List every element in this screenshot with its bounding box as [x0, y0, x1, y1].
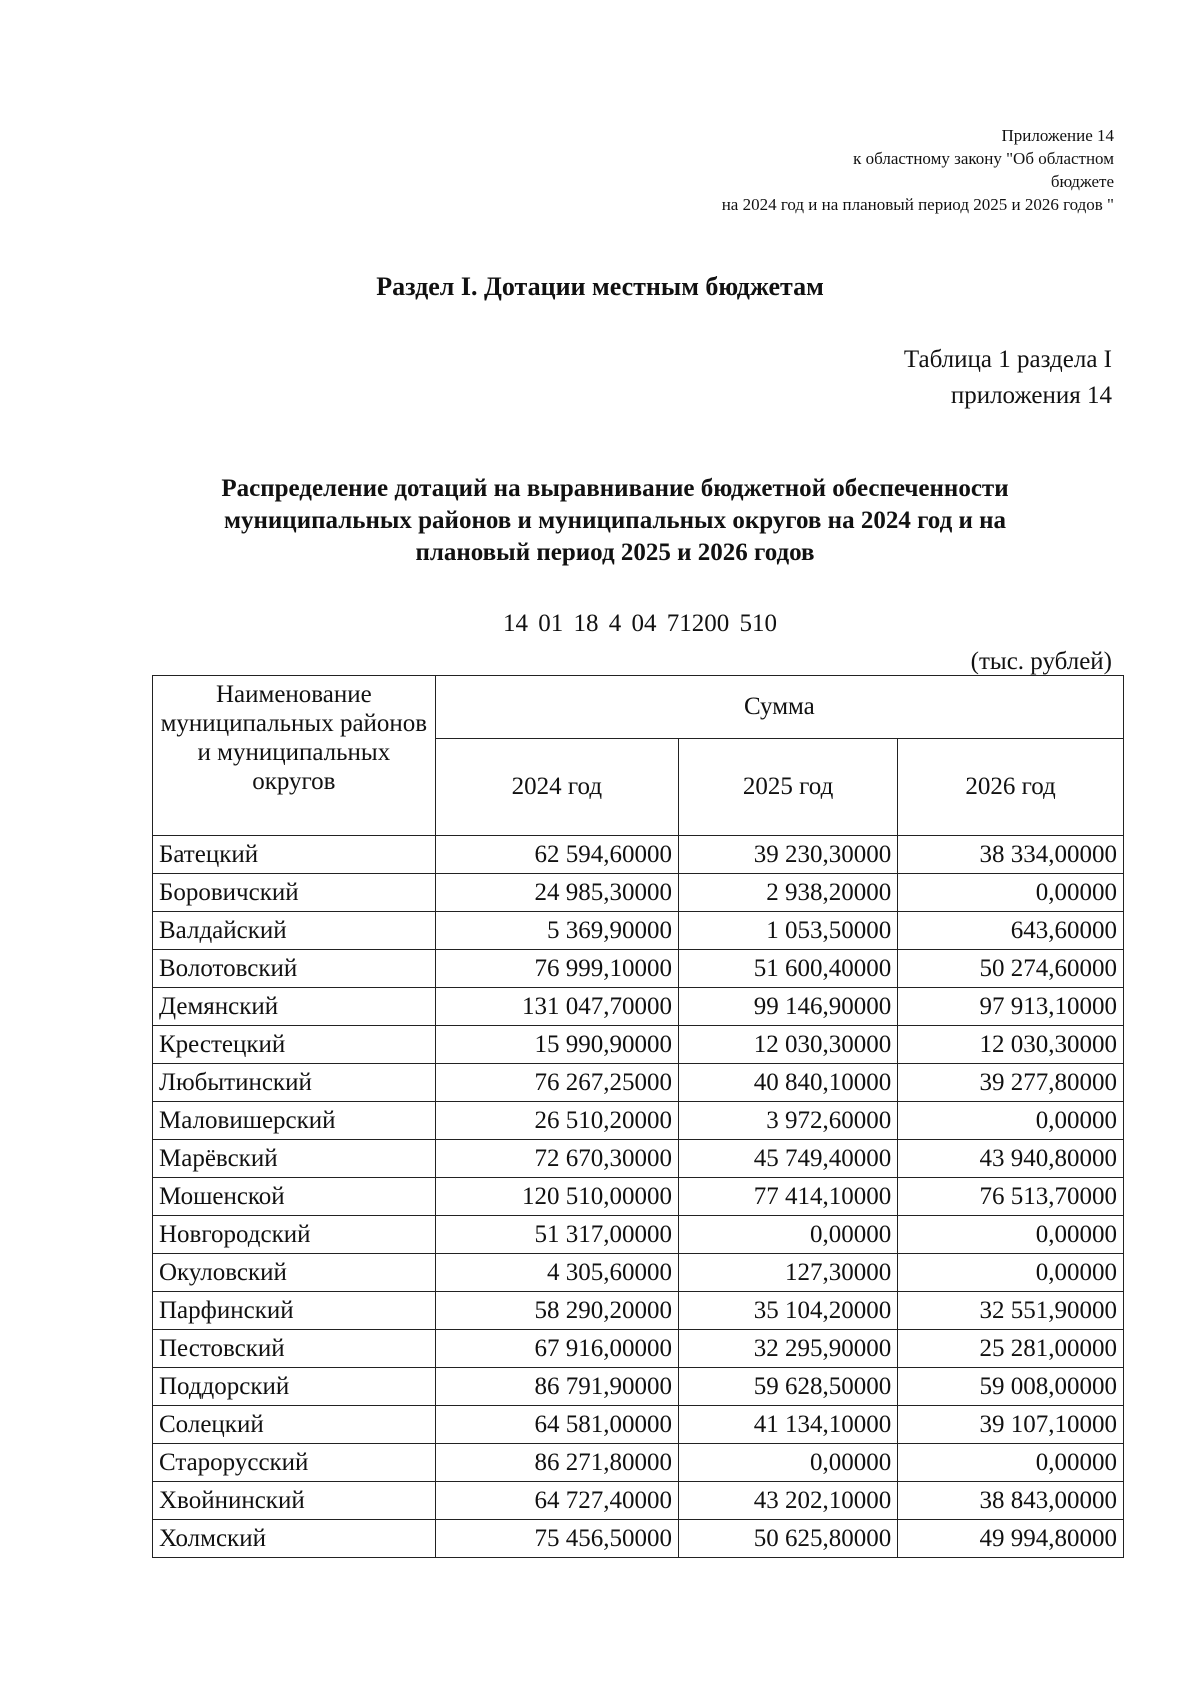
- document-title-line: Распределение дотаций на выравнивание бюджетной обеспеченности: [221, 475, 1009, 502]
- value-2024-cell: 67 916,00000: [435, 1330, 678, 1368]
- value-2026-cell: 38 334,00000: [898, 836, 1124, 874]
- document-title: [150, 473, 1080, 569]
- value-2024-cell: 76 999,10000: [435, 950, 678, 988]
- value-2025-cell: 99 146,90000: [679, 988, 898, 1026]
- value-2024-cell: 26 510,20000: [435, 1102, 678, 1140]
- table-row: [153, 1254, 1124, 1292]
- value-2024-cell: 64 727,40000: [435, 1482, 678, 1520]
- table-row: [153, 1064, 1124, 1102]
- municipality-name-cell: Мошенской: [153, 1178, 436, 1216]
- value-2024-cell: 75 456,50000: [435, 1520, 678, 1558]
- value-2026-cell: 643,60000: [898, 912, 1124, 950]
- municipality-name-cell: Новгородский: [153, 1216, 436, 1254]
- municipality-name-cell: Марёвский: [153, 1140, 436, 1178]
- value-2024-cell: 131 047,70000: [435, 988, 678, 1026]
- value-2025-cell: 50 625,80000: [679, 1520, 898, 1558]
- table-reference-line: приложения 14: [950, 382, 1112, 409]
- value-2025-cell: 127,30000: [679, 1254, 898, 1292]
- value-2025-cell: 0,00000: [679, 1216, 898, 1254]
- value-2026-cell: 12 030,30000: [898, 1026, 1124, 1064]
- table-row: [153, 1482, 1124, 1520]
- municipality-name-cell: Поддорский: [153, 1368, 436, 1406]
- municipality-name-cell: Демянский: [153, 988, 436, 1026]
- value-2026-cell: 50 274,60000: [898, 950, 1124, 988]
- table-row: [153, 988, 1124, 1026]
- appendix-header: [594, 124, 1114, 216]
- value-2024-cell: 62 594,60000: [435, 836, 678, 874]
- municipality-name-cell: Маловишерский: [153, 1102, 436, 1140]
- value-2026-cell: 43 940,80000: [898, 1140, 1124, 1178]
- appendix-line: Приложение 14: [1001, 126, 1114, 145]
- municipality-name-cell: Батецкий: [153, 836, 436, 874]
- table-body: [153, 836, 1124, 1558]
- appendix-line: на 2024 год и на плановый период 2025 и 2026 годов ": [721, 195, 1114, 214]
- value-2025-cell: 77 414,10000: [679, 1178, 898, 1216]
- value-2026-cell: 39 277,80000: [898, 1064, 1124, 1102]
- value-2025-cell: 0,00000: [679, 1444, 898, 1482]
- value-2024-cell: 72 670,30000: [435, 1140, 678, 1178]
- value-2026-cell: 49 994,80000: [898, 1520, 1124, 1558]
- table-row: [153, 1216, 1124, 1254]
- appendix-line: бюджете: [1050, 172, 1114, 191]
- value-2024-cell: 76 267,25000: [435, 1064, 678, 1102]
- document-title-line: муниципальных районов и муниципальных округов на 2024 год и на: [223, 507, 1007, 534]
- table-row: [153, 1026, 1124, 1064]
- value-2024-cell: 15 990,90000: [435, 1026, 678, 1064]
- table-row: [153, 1520, 1124, 1558]
- value-2026-cell: 76 513,70000: [898, 1178, 1124, 1216]
- value-2025-cell: 12 030,30000: [679, 1026, 898, 1064]
- column-header-sum: Сумма: [435, 676, 1123, 739]
- value-2025-cell: 1 053,50000: [679, 912, 898, 950]
- value-2025-cell: 2 938,20000: [679, 874, 898, 912]
- value-2025-cell: 39 230,30000: [679, 836, 898, 874]
- municipality-name-cell: Старорусский: [153, 1444, 436, 1482]
- municipality-name-cell: Валдайский: [153, 912, 436, 950]
- value-2026-cell: 0,00000: [898, 1216, 1124, 1254]
- table-row: [153, 1292, 1124, 1330]
- municipality-name-cell: Солецкий: [153, 1406, 436, 1444]
- column-header-2026: 2026 год: [898, 739, 1124, 836]
- table-row: [153, 1140, 1124, 1178]
- value-2024-cell: 4 305,60000: [435, 1254, 678, 1292]
- value-2025-cell: 59 628,50000: [679, 1368, 898, 1406]
- value-2026-cell: 97 913,10000: [898, 988, 1124, 1026]
- municipality-name-cell: Холмский: [153, 1520, 436, 1558]
- column-header-municipality: Наименование муниципальных районов и муниципальных округов: [153, 676, 436, 836]
- value-2024-cell: 58 290,20000: [435, 1292, 678, 1330]
- value-2025-cell: 51 600,40000: [679, 950, 898, 988]
- column-header-2025: 2025 год: [679, 739, 898, 836]
- value-2026-cell: 59 008,00000: [898, 1368, 1124, 1406]
- municipality-name-cell: Пестовский: [153, 1330, 436, 1368]
- table-row: [153, 1444, 1124, 1482]
- value-2026-cell: 0,00000: [898, 1254, 1124, 1292]
- value-2026-cell: 0,00000: [898, 874, 1124, 912]
- table-reference-line: Таблица 1 раздела I: [903, 346, 1112, 373]
- municipality-name-cell: Боровичский: [153, 874, 436, 912]
- table-row: [153, 950, 1124, 988]
- units-label: (тыс. рублей): [970, 648, 1112, 675]
- value-2025-cell: 32 295,90000: [679, 1330, 898, 1368]
- value-2025-cell: 3 972,60000: [679, 1102, 898, 1140]
- value-2024-cell: 5 369,90000: [435, 912, 678, 950]
- column-header-2024: 2024 год: [435, 739, 678, 836]
- value-2025-cell: 40 840,10000: [679, 1064, 898, 1102]
- municipality-name-cell: Хвойнинский: [153, 1482, 436, 1520]
- value-2024-cell: 120 510,00000: [435, 1178, 678, 1216]
- table-row: [153, 836, 1124, 874]
- value-2026-cell: 39 107,10000: [898, 1406, 1124, 1444]
- value-2024-cell: 24 985,30000: [435, 874, 678, 912]
- value-2025-cell: 43 202,10000: [679, 1482, 898, 1520]
- value-2026-cell: 38 843,00000: [898, 1482, 1124, 1520]
- table-row: [153, 1368, 1124, 1406]
- municipality-name-cell: Окуловский: [153, 1254, 436, 1292]
- section-title: Раздел I. Дотации местным бюджетам: [376, 272, 824, 301]
- value-2025-cell: 35 104,20000: [679, 1292, 898, 1330]
- value-2025-cell: 45 749,40000: [679, 1140, 898, 1178]
- value-2026-cell: 25 281,00000: [898, 1330, 1124, 1368]
- municipality-name-cell: Крестецкий: [153, 1026, 436, 1064]
- appendix-line: к областному закону "Об областном: [853, 149, 1114, 168]
- table-row: [153, 912, 1124, 950]
- value-2026-cell: 0,00000: [898, 1102, 1124, 1140]
- table-row: [153, 1102, 1124, 1140]
- value-2024-cell: 51 317,00000: [435, 1216, 678, 1254]
- value-2026-cell: 0,00000: [898, 1444, 1124, 1482]
- value-2024-cell: 64 581,00000: [435, 1406, 678, 1444]
- value-2024-cell: 86 791,90000: [435, 1368, 678, 1406]
- value-2024-cell: 86 271,80000: [435, 1444, 678, 1482]
- municipality-name-cell: Волотовский: [153, 950, 436, 988]
- table-row: [153, 1178, 1124, 1216]
- municipality-name-cell: Парфинский: [153, 1292, 436, 1330]
- table-row: [153, 874, 1124, 912]
- table-row: [153, 1330, 1124, 1368]
- budget-classification-code: 14 01 18 4 04 71200 510: [503, 610, 777, 637]
- table-row: [153, 1406, 1124, 1444]
- municipality-name-cell: Любытинский: [153, 1064, 436, 1102]
- value-2025-cell: 41 134,10000: [679, 1406, 898, 1444]
- document-title-line: плановый период 2025 и 2026 годов: [415, 539, 815, 566]
- subsidy-table: [152, 675, 1124, 1558]
- table-reference: [904, 342, 1112, 414]
- value-2026-cell: 32 551,90000: [898, 1292, 1124, 1330]
